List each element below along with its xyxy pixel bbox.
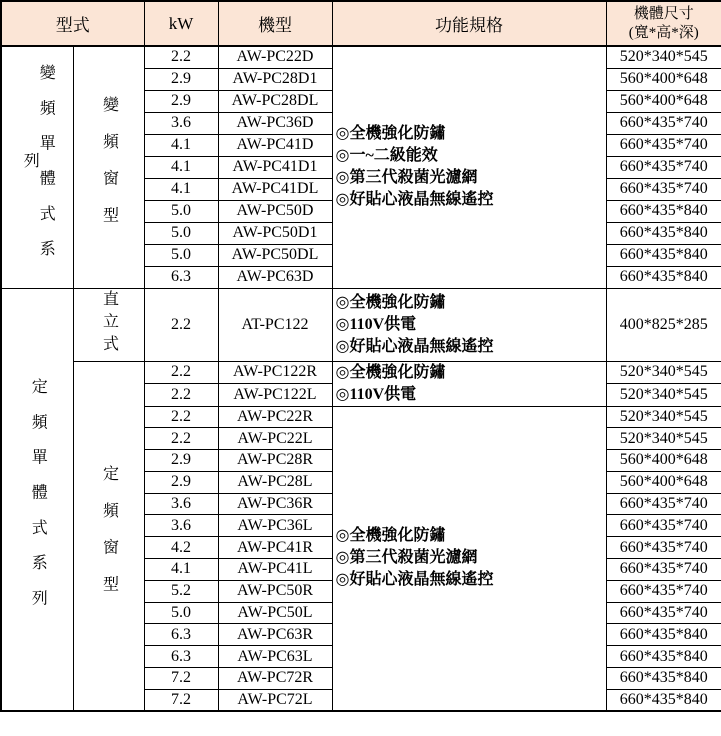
model-cell: AW-PC63D: [218, 266, 332, 288]
spec-line: ◎110V供電: [336, 314, 606, 336]
kw-cell: 2.9: [144, 68, 218, 90]
kw-cell: 5.0: [144, 244, 218, 266]
kw-cell: 2.9: [144, 450, 218, 472]
spec-line: ◎第三代殺菌光濾網: [336, 167, 606, 189]
table-header: [1, 1, 721, 46]
dims-cell: 520*340*545: [606, 361, 721, 384]
kw-cell: 5.2: [144, 580, 218, 602]
dims-cell: 660*435*840: [606, 266, 721, 288]
dims-cell: 560*400*648: [606, 471, 721, 493]
header-dimensions: [606, 1, 721, 46]
model-cell: AW-PC50D1: [218, 222, 332, 244]
kw-cell: 6.3: [144, 646, 218, 668]
model-cell: AT-PC122: [218, 288, 332, 361]
dims-cell: 660*435*840: [606, 668, 721, 690]
header-dimensions-line1: 機體尺寸: [607, 5, 721, 24]
model-cell: AW-PC28D1: [218, 68, 332, 90]
dims-cell: 520*340*545: [606, 406, 721, 428]
group-label-variable-window: [73, 46, 144, 288]
dims-cell: 660*435*840: [606, 624, 721, 646]
kw-cell: 7.2: [144, 689, 218, 711]
dims-cell: 560*400*648: [606, 68, 721, 90]
series-label-fixed-text: 定頻單體式系列: [29, 369, 45, 625]
model-cell: AW-PC122R: [218, 361, 332, 384]
group-label-upright-text: 直立式: [101, 288, 117, 357]
model-cell: AW-PC36D: [218, 112, 332, 134]
kw-cell: 4.1: [144, 156, 218, 178]
specs-cell-fixed-b: [332, 406, 606, 711]
model-cell: AW-PC22R: [218, 406, 332, 428]
kw-cell: 4.1: [144, 559, 218, 581]
group-label-upright: [73, 288, 144, 361]
kw-cell: 4.1: [144, 134, 218, 156]
model-cell: AW-PC36R: [218, 493, 332, 515]
spec-line: ◎第三代殺菌光濾網: [336, 547, 606, 569]
dims-cell: 660*435*840: [606, 646, 721, 668]
kw-cell: 2.2: [144, 428, 218, 450]
dims-cell: 660*435*740: [606, 515, 721, 537]
kw-cell: 4.1: [144, 178, 218, 200]
model-cell: AW-PC22L: [218, 428, 332, 450]
spec-line: ◎好貼心液晶無線遙控: [336, 336, 606, 358]
series-label-variable: [1, 46, 73, 288]
dims-cell: 660*435*740: [606, 559, 721, 581]
header-model: 機型: [218, 1, 332, 46]
model-cell: AW-PC28DL: [218, 90, 332, 112]
spec-line: ◎全機強化防鏽: [336, 292, 606, 314]
kw-cell: 2.9: [144, 90, 218, 112]
specs-cell-upright: [332, 288, 606, 361]
dims-cell: 660*435*840: [606, 200, 721, 222]
dims-cell: 660*435*740: [606, 156, 721, 178]
model-cell: AW-PC63L: [218, 646, 332, 668]
kw-cell: 7.2: [144, 668, 218, 690]
dims-cell: 660*435*840: [606, 689, 721, 711]
dims-cell: 660*435*740: [606, 134, 721, 156]
model-cell: AW-PC50DL: [218, 244, 332, 266]
model-cell: AW-PC72L: [218, 689, 332, 711]
kw-cell: 4.2: [144, 537, 218, 559]
kw-cell: 2.2: [144, 384, 218, 407]
model-cell: AW-PC41R: [218, 537, 332, 559]
header-type: 型式: [1, 1, 144, 46]
header-specs: 功能規格: [332, 1, 606, 46]
model-cell: AW-PC41DL: [218, 178, 332, 200]
kw-cell: 6.3: [144, 266, 218, 288]
dims-cell: 660*435*740: [606, 493, 721, 515]
model-cell: AW-PC28L: [218, 471, 332, 493]
model-cell: AW-PC50R: [218, 580, 332, 602]
kw-cell: 6.3: [144, 624, 218, 646]
specs-cell-variable: [332, 46, 606, 288]
spec-line: ◎全機強化防鏽: [336, 525, 606, 547]
dims-cell: 400*825*285: [606, 288, 721, 361]
model-cell: AW-PC122L: [218, 384, 332, 407]
model-cell: AW-PC72R: [218, 668, 332, 690]
model-cell: AW-PC41L: [218, 559, 332, 581]
dims-cell: 660*435*840: [606, 244, 721, 266]
dims-cell: 560*400*648: [606, 450, 721, 472]
kw-cell: 2.2: [144, 288, 218, 361]
spec-line: ◎全機強化防鏽: [336, 123, 606, 145]
kw-cell: 5.0: [144, 602, 218, 624]
kw-cell: 3.6: [144, 515, 218, 537]
kw-cell: 3.6: [144, 112, 218, 134]
dims-cell: 660*435*740: [606, 178, 721, 200]
specs-cell-fixed-a: [332, 361, 606, 406]
dims-cell: 520*340*545: [606, 46, 721, 68]
model-cell: AW-PC28R: [218, 450, 332, 472]
dims-cell: 660*435*740: [606, 537, 721, 559]
spec-line: ◎好貼心液晶無線遙控: [336, 189, 606, 211]
series-label-fixed: [1, 288, 73, 711]
kw-cell: 2.2: [144, 406, 218, 428]
dims-cell: 660*435*740: [606, 602, 721, 624]
kw-cell: 2.2: [144, 46, 218, 68]
dims-cell: 520*340*545: [606, 384, 721, 407]
header-kw: kW: [144, 1, 218, 46]
kw-cell: 2.9: [144, 471, 218, 493]
model-cell: AW-PC50D: [218, 200, 332, 222]
kw-cell: 5.0: [144, 222, 218, 244]
model-cell: AW-PC41D: [218, 134, 332, 156]
group-label-fixed-window: [73, 361, 144, 711]
dims-cell: 660*435*840: [606, 222, 721, 244]
model-cell: AW-PC50L: [218, 602, 332, 624]
kw-cell: 2.2: [144, 361, 218, 384]
kw-cell: 3.6: [144, 493, 218, 515]
dims-cell: 660*435*740: [606, 112, 721, 134]
dims-cell: 520*340*545: [606, 428, 721, 450]
spec-line: ◎全機強化防鏽: [336, 362, 606, 384]
dims-cell: 660*435*740: [606, 580, 721, 602]
header-dimensions-line2: (寬*高*深): [607, 24, 721, 43]
model-cell: AW-PC41D1: [218, 156, 332, 178]
kw-cell: 5.0: [144, 200, 218, 222]
spec-line: ◎好貼心液晶無線遙控: [336, 569, 606, 591]
model-cell: AW-PC36L: [218, 515, 332, 537]
spec-line: ◎一~二級能效: [336, 145, 606, 167]
model-cell: AW-PC22D: [218, 46, 332, 68]
spec-line: ◎110V供電: [336, 384, 606, 406]
group-label-variable-window-text: 變頻窗型: [101, 86, 117, 244]
group-label-fixed-window-text: 定頻窗型: [101, 455, 117, 613]
dims-cell: 560*400*648: [606, 90, 721, 112]
series-label-variable-text: 變頻單體式系列: [21, 46, 53, 285]
model-cell: AW-PC63R: [218, 624, 332, 646]
